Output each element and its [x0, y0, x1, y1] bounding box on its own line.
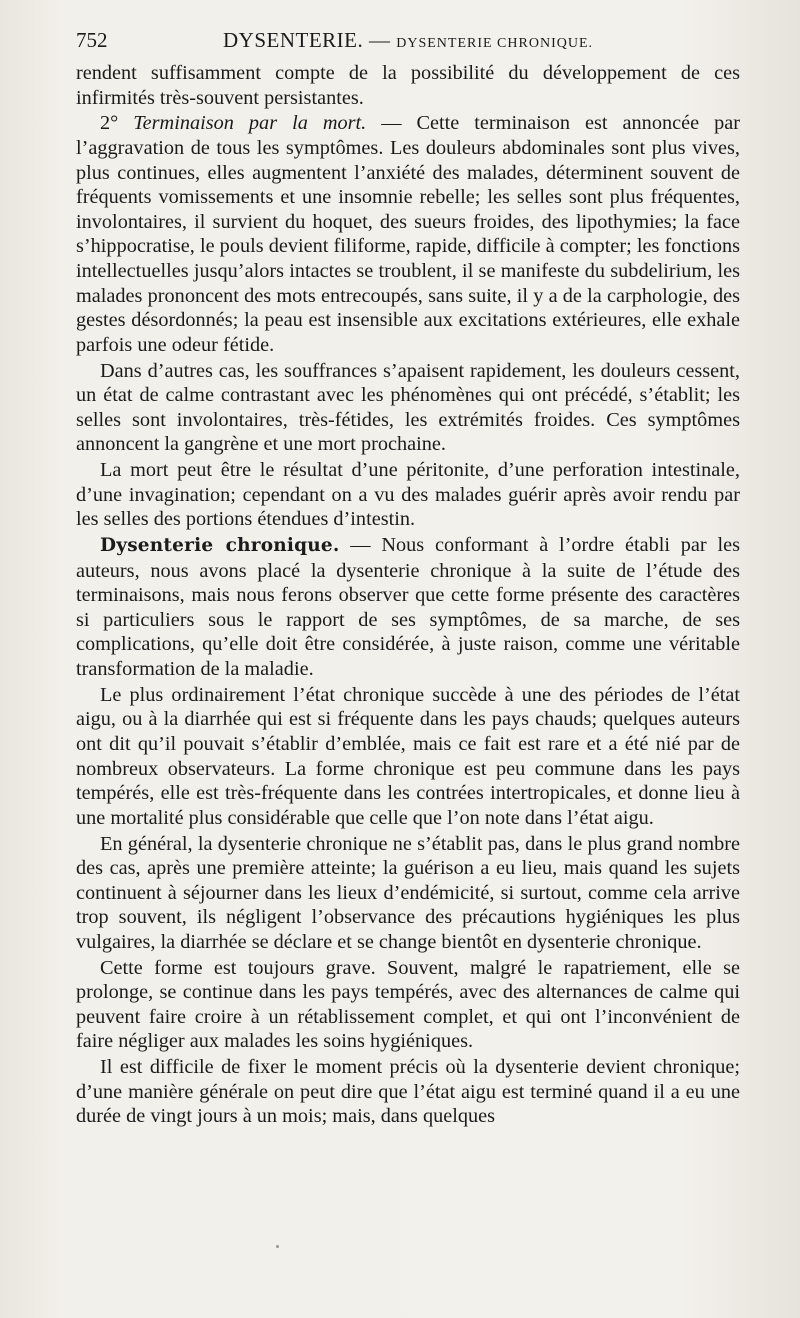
running-head-dash: —: [363, 28, 397, 52]
paragraph-continuation: rendent suffisamment compte de la possibilité du développement de ces infirmités très-souvent persistantes.: [76, 62, 740, 109]
body-text: [76, 61, 740, 1130]
paragraph-difficulty: Il est difficile de fixer le moment précis où la dysenterie devient chronique; d’une manière générale on peut dire que l’état aigu est terminé quand il a eu une durée de vingt jours à un mois; mais, dans quelques: [76, 1056, 740, 1128]
section-number: 2°: [100, 112, 134, 135]
page-header: [76, 28, 740, 56]
paragraph-chronic-dysentery: [76, 533, 740, 682]
paragraph-text: — Cette terminaison est annoncée par l’aggravation de tous les symptômes. Les douleurs abdominales sont plus vives, plus continues, elles augmentent l’anxiété des malades, déterminent souvent de fréquents vomissements et une insomnie rebelle; les selles sont plus fréquentes, involontaires, il survient du hoquet, des sueurs froides, des lipothymies; la face s’hippocratise, le pouls devient filiforme, rapide, difficile à compter; les fonctions intellectuelles jusqu’alors intactes se troublent, il se manifeste du subdelirium, les malades prononcent des mots entrecoupés, sans suite, il y a de la carphologie, des gestes désordonnés; la peau est insensible aux excitations extérieures, elle exhale parfois une odeur fétide.: [76, 112, 740, 356]
running-head-title: DYSENTERIE.: [222, 28, 364, 52]
section-heading-bold: Dysenterie chronique.: [100, 535, 340, 557]
paragraph-termination-death: [76, 111, 740, 357]
paper-speck: [276, 1245, 279, 1248]
section-title-italic: Terminaison par la mort.: [133, 112, 367, 135]
running-head: [76, 28, 740, 53]
running-head-subtitle: DYSENTERIE CHRONIQUE.: [396, 36, 593, 51]
paragraph-chronic-state: Le plus ordinairement l’état chronique succède à une des périodes de l’état aigu, ou à la diarrhée qui est si fréquente dans les pays chauds; quelques auteurs ont dit qu’il pouvait s’établir d’emblée, mais ce fait est rare et a été nié par de nombreux observateurs. La forme chronique est peu commune dans les pays tempérés, elle est très-fréquente dans les contrées intertropicales, et donne lieu à une mortalité plus considérable que celle que l’on note dans l’état aigu.: [76, 683, 740, 829]
paragraph-text: — Nous conformant à l’ordre établi par les auteurs, nous avons placé la dysenterie chronique à la suite de l’étude des terminaisons, mais nous ferons observer que cette forme présente des caractères si particuliers sous le rapport de ses symptômes, de sa marche, de ses complications, qu’elle doit être considérée, à juste raison, comme une véritable transformation de la maladie.: [76, 534, 740, 680]
paragraph-severity: Cette forme est toujours grave. Souvent, malgré le rapatriement, elle se prolonge, se continue dans les pays tempérés, avec des alternances de calme qui peuvent faire croire à un rétablissement complet, et qui ont l’inconvénient de faire négliger aux malades les soins hygiéniques.: [76, 956, 740, 1053]
paragraph-general: En général, la dysenterie chronique ne s’établit pas, dans le plus grand nombre des cas, après une première atteinte; la guérison a eu lieu, mais quand les sujets continuent à séjourner dans les lieux d’endémicité, si surtout, comme cela arrive trop souvent, ils négligent l’observance des précautions hygiéniques les plus vulgaires, la diarrhée se déclare et se change bientôt en dysenterie chronique.: [76, 832, 740, 953]
page-number: 752: [76, 28, 108, 52]
paragraph-death-causes: La mort peut être le résultat d’une péritonite, d’une perforation intestinale, d’une invagination; cependant on a vu des malades guérir après avoir rendu par les selles des portions étendues d’intestin.: [76, 459, 740, 531]
paragraph-other-cases: Dans d’autres cas, les souffrances s’apaisent rapidement, les douleurs cessent, un état de calme contrastant avec les phénomènes qui ont précédé, s’établit; les selles sont involontaires, très-fétides, les extrémités froides. Ces symptômes annoncent la gangrène et une mort prochaine.: [76, 359, 740, 456]
